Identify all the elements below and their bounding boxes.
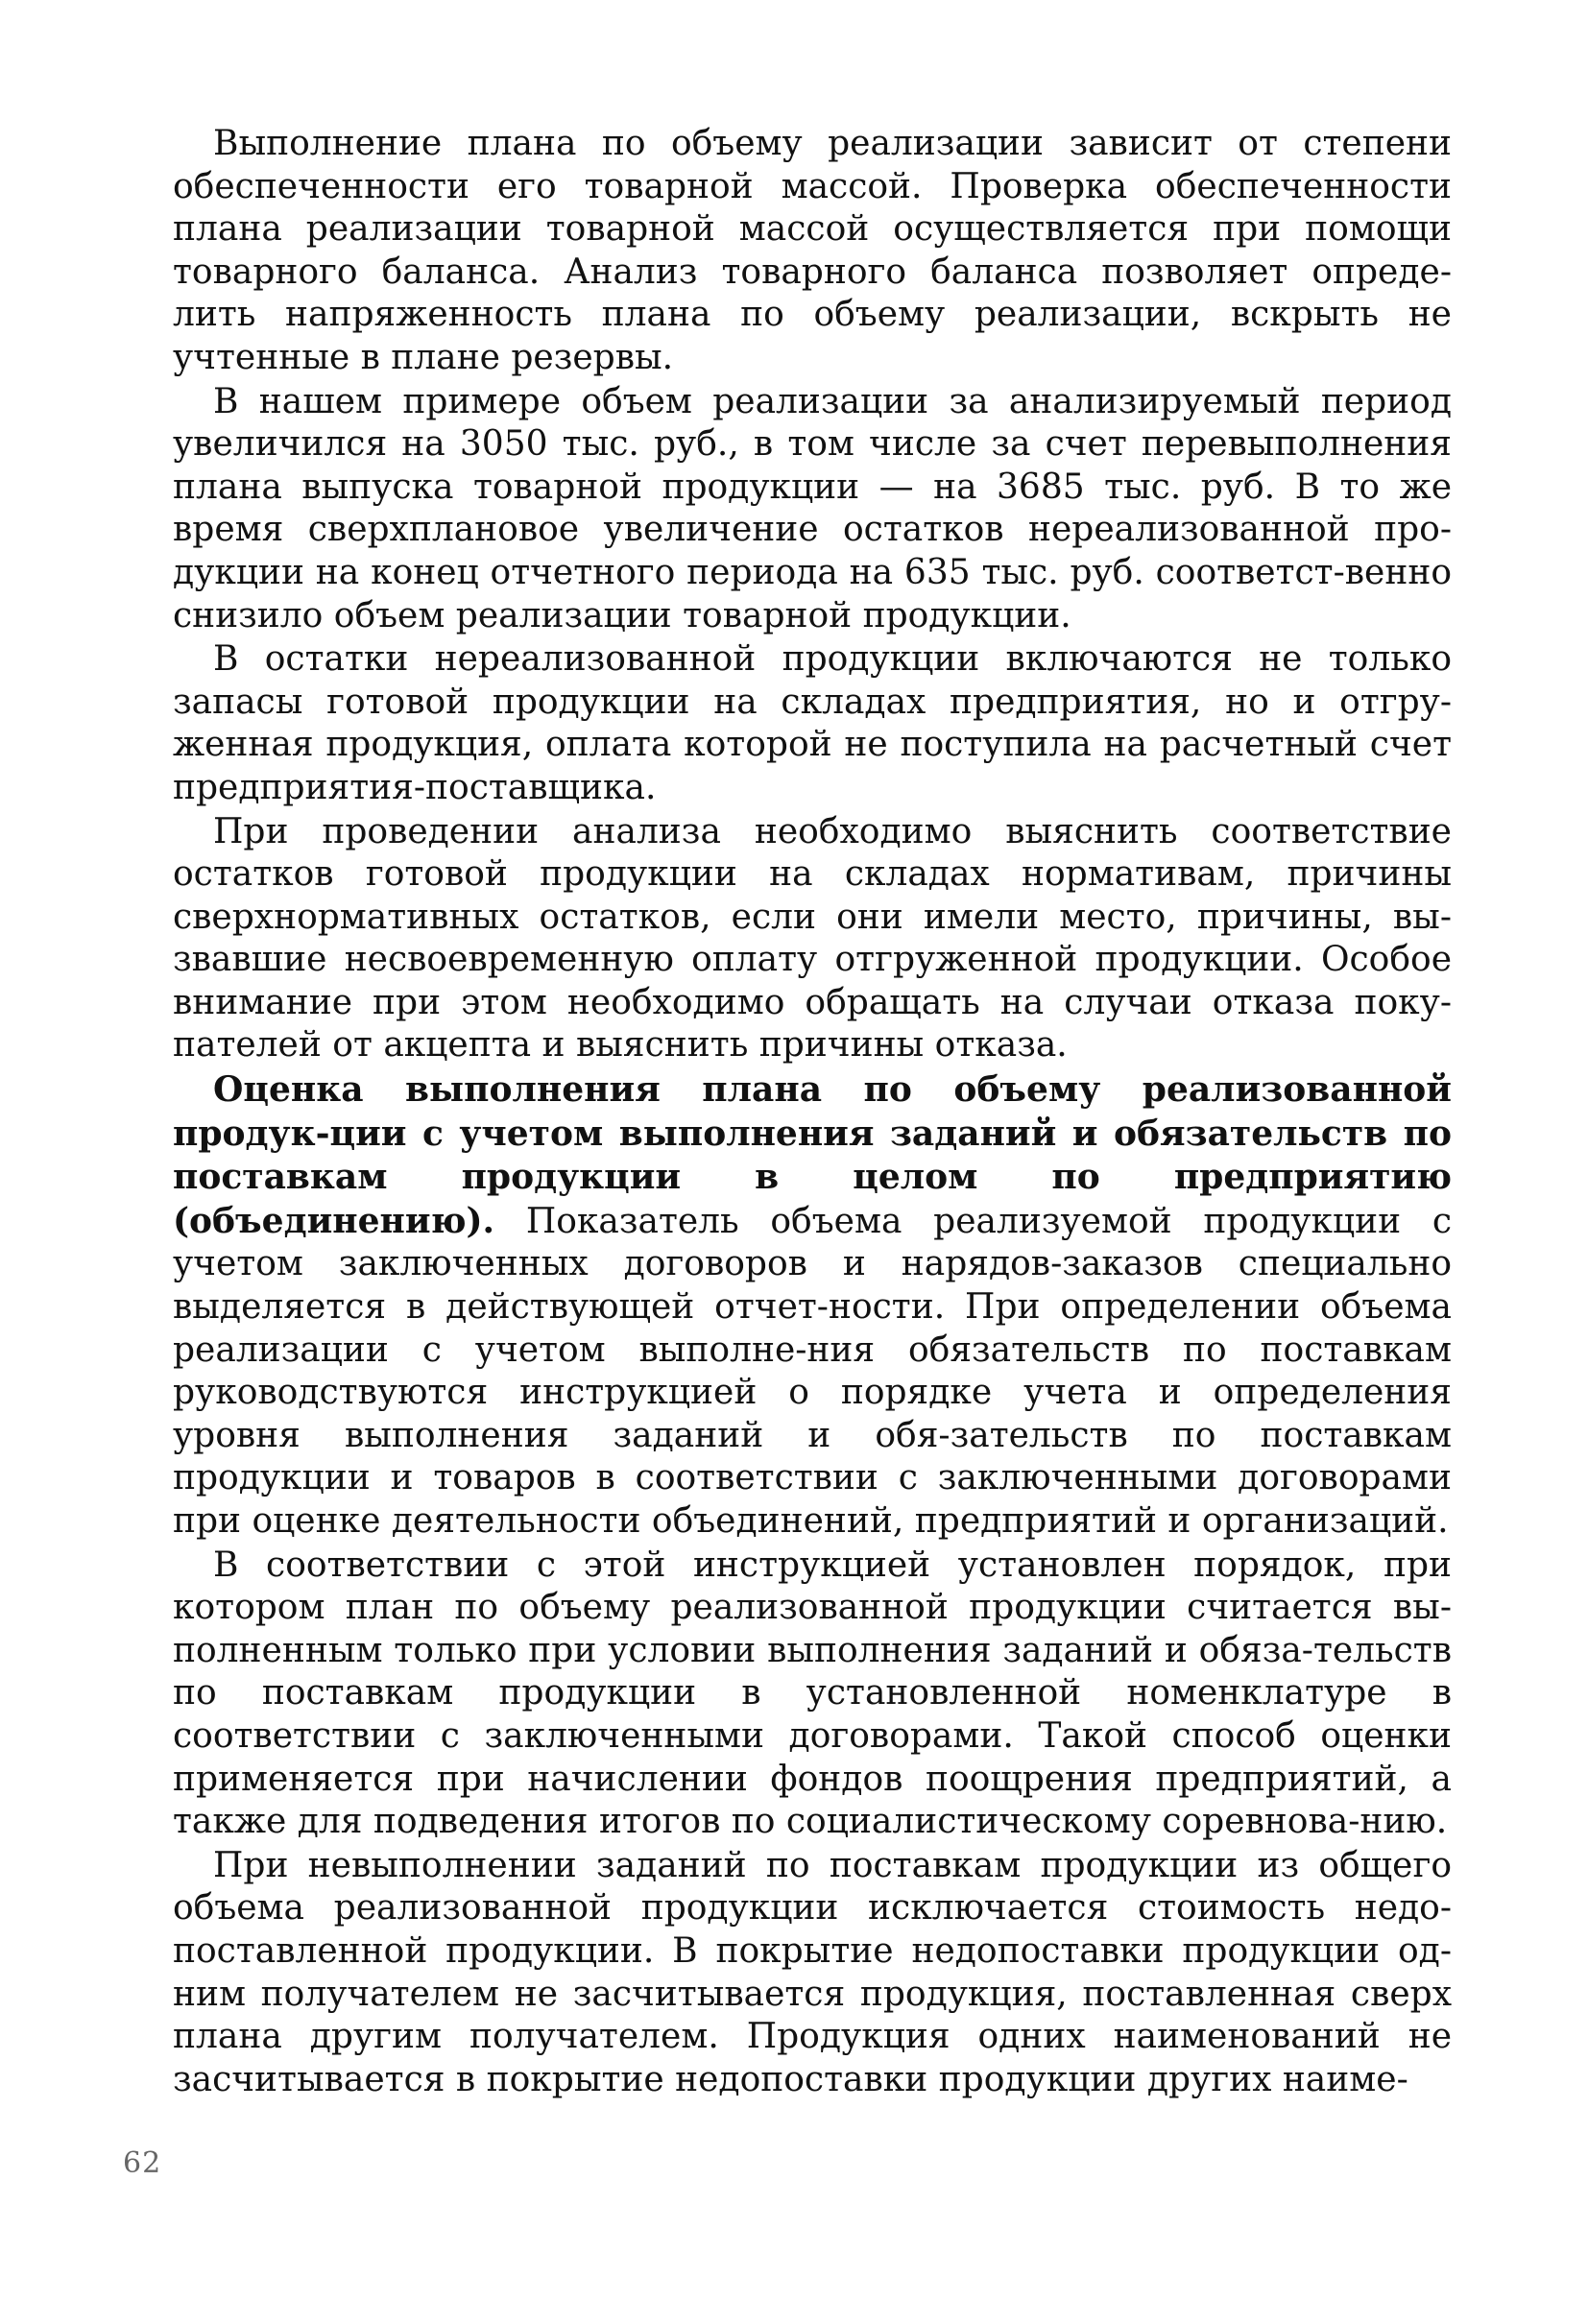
page-number: 62 (123, 2146, 162, 2180)
paragraph-6: В соответствии с этой инструкцией установлен порядок, при котором план по объему реализованной продукции считается вы-полненным только при условии выполнения заданий и обяза-тельств по поставкам продукции в установленной номенклатуре в соответствии с заключенными договорами. Такой способ оценки применяется при начислении фондов поощрения предприятий, а также для подведения итогов по социалистическому соревнова-нию. (173, 1545, 1452, 1842)
paragraph-2: В нашем примере объем реализации за анализируемый период увеличился на 3050 тыс. руб., в том числе за счет перевыполнения плана выпуска товарной продукции — на 3685 тыс. руб. В то же время сверхплановое увеличение остатков нереализованной про-дукции на конец отчетного периода на 635 тыс. руб. соответст-венно снизило объем реализации товарной продукции. (173, 381, 1452, 635)
paragraph-3: В остатки нереализованной продукции включаются не только запасы готовой продукции на складах предприятия, но и отгру-женная продукция, оплата которой не поступила на расчетный счет предприятия-поставщика. (173, 639, 1452, 807)
section-heading: Оценка выполнения плана по объему реализованной продук-ции с учетом выполнения заданий и обязательств по поставкам продукции в целом по предприятию (объединению). (173, 1069, 1452, 1241)
paragraph-1: Выполнение плана по объему реализации зависит от степени обеспеченности его товарной массой. Проверка обеспеченности плана реализации товарной массой осуществляется при помощи товарного баланса. Анализ товарного баланса позволяет опреде-лить напряженность плана по объему реализации, вскрыть не учтенные в плане резервы. (173, 124, 1452, 377)
paragraph-5 (173, 1068, 1452, 1544)
paragraph-7: При невыполнении заданий по поставкам продукции из общего объема реализованной продукции исключается стоимость недо-поставленной продукции. В покрытие недопоставки продукции од-ним получателем не засчитывается продукция, поставленная сверх плана другим получателем. Продукция одних наименований не засчитывается в покрытие недопоставки продукции других наиме- (173, 1845, 1452, 2099)
paragraph-5-text: Показатель объема реализуемой продукции с учетом заключенных договоров и нарядов-заказов специально выделяется в действующей отчет-ности. При определении объема реализации с учетом выполне-ния обязательств по поставкам руководствуются инструкцией о порядке учета и определения уровня выполнения заданий и обя-зательств по поставкам продукции и товаров в соответствии с заключенными договорами при оценке деятельности объединений, предприятий и организаций. (173, 1201, 1452, 1541)
paragraph-4: При проведении анализа необходимо выяснить соответствие остатков готовой продукции на складах нормативам, причины сверхнормативных остатков, если они имели место, причины, вы-звавшие несвоевременную оплату отгруженной продукции. Особое внимание при этом необходимо обращать на случаи отказа поку-пателей от акцепта и выяснить причины отказа. (173, 811, 1452, 1066)
page-body (173, 123, 1452, 2101)
